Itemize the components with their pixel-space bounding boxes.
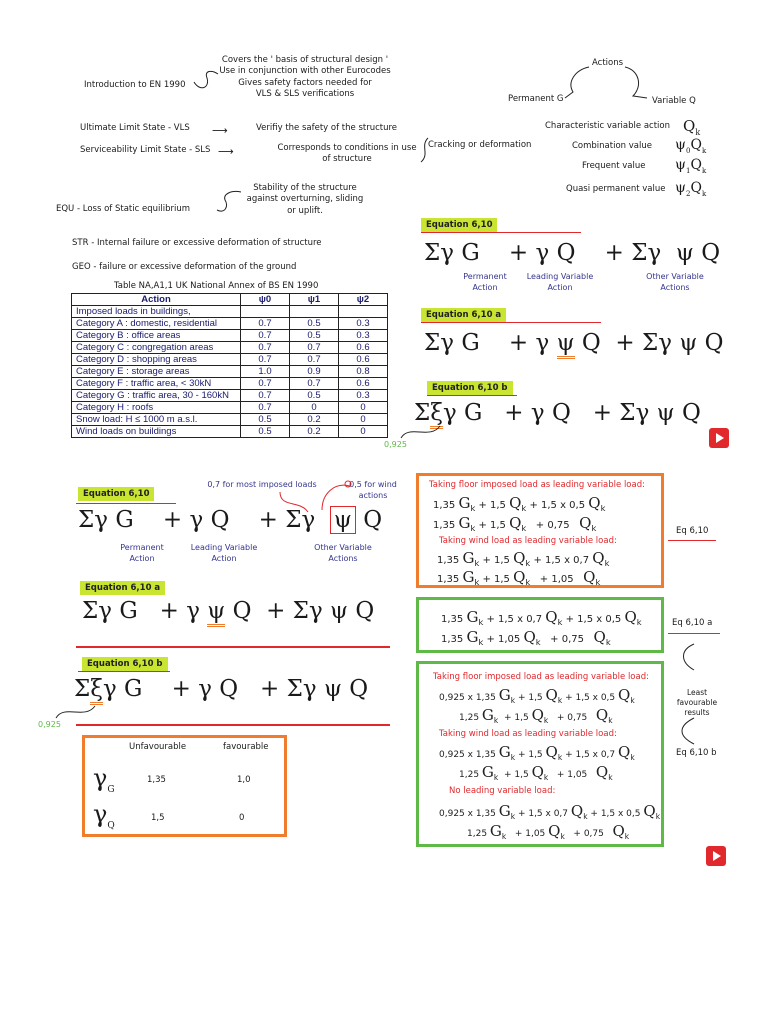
table-cell: Category A : domestic, residential: [72, 318, 241, 330]
table-cell: 0.3: [339, 318, 388, 330]
table-row: [72, 342, 388, 354]
play-icon[interactable]: [706, 846, 726, 866]
combo-heading: Taking floor imposed load as leading variable load:: [433, 672, 649, 682]
arrow-right-icon: ⟶: [212, 124, 228, 137]
table-row: [72, 354, 388, 366]
actions-arrows-icon: [555, 62, 665, 106]
equ-label: EQU - Loss of Static equilibrium: [56, 204, 191, 214]
eq610-label: Equation 6,10: [421, 218, 497, 232]
eq610a-label-2: Equation 6,10 a: [80, 581, 165, 595]
gamma-col-unfav: Unfavourable: [129, 742, 187, 752]
table-cell: 0.2: [290, 426, 339, 438]
table-header: ψ1: [290, 294, 339, 306]
table-cell: 0.6: [339, 354, 388, 366]
table-cell: Category E : storage areas: [72, 366, 241, 378]
char-action-label: Characteristic variable action: [545, 121, 670, 131]
intro-notes: [215, 55, 395, 101]
gamma-q-symbol: $\gamma_Q$: [93, 800, 115, 831]
table-cell: 0.5: [290, 330, 339, 342]
table-header: Action: [72, 294, 241, 306]
actions-variable: Variable Q: [652, 96, 696, 106]
combo-box-610a: [416, 597, 664, 653]
table-header: ψ0: [241, 294, 290, 306]
combo-line: 1,35 $G_k + 1,05$ $Q_k$ + 0,75 $Q_k$: [441, 628, 611, 647]
psi-table-wrap: [71, 293, 388, 438]
gamma-col-fav: favourable: [223, 742, 269, 752]
table-cell: Category G : traffic area, 30 - 160kN: [72, 390, 241, 402]
sls-desc: [262, 143, 432, 166]
label-leading-variable-2: Leading Variable Action: [190, 543, 258, 564]
table-cell: 0.5: [241, 426, 290, 438]
label-permanent-action-2: Permanent Action: [120, 543, 164, 564]
least-favourable-note: Least favourable results: [676, 688, 718, 718]
geo-label: GEO - failure or excessive deformation of the ground: [72, 262, 297, 272]
table-cell: 0: [339, 414, 388, 426]
table-cell: 0.7: [290, 342, 339, 354]
intro-label: Introduction to EN 1990: [84, 80, 186, 90]
table-caption: Table NA,A1,1 UK National Annex of BS EN 1990: [114, 281, 319, 291]
gamma-g-unfav: 1,35: [147, 775, 166, 785]
eq-label-610b: Eq 6,10 b: [676, 748, 717, 758]
table-cell: 0.5: [290, 318, 339, 330]
combo-line: 1,35 $G_k + 1,5$ $Q_k$ + 1,05 $Q_k$: [437, 568, 601, 587]
label-permanent-action: Permanent Action: [463, 272, 507, 293]
red-underline: [76, 503, 176, 504]
eq610a-formula-2: Σγ G + γ ψ Q + Σγ ψ Q: [82, 598, 374, 627]
intro-note: Use in conjunction with other Eurocodes: [219, 66, 391, 77]
table-cell: 0.9: [290, 366, 339, 378]
red-underline: [78, 671, 170, 672]
play-icon[interactable]: [709, 428, 729, 448]
combo-line: 1,35 $G_k + 1,5$ $Q_k + 1,5$ x 0,5 $Q_k$: [433, 494, 606, 513]
equ-desc: [240, 183, 370, 217]
table-cell: 0.7: [241, 342, 290, 354]
table-header-row: [72, 294, 388, 306]
combo-line: 1,25 $G_k + 1,5$ $Q_k$ + 0,75 $Q_k$: [459, 706, 613, 725]
table-cell: 0.7: [290, 354, 339, 366]
eq-label-610a: Eq 6,10 a: [672, 618, 713, 628]
table-cell: Category B : office areas: [72, 330, 241, 342]
table-row: [72, 330, 388, 342]
xi-value: 0,925: [384, 440, 407, 449]
psi2-qk-symbol: $\psi_2Q_k$: [675, 180, 707, 198]
table-cell: 0.2: [290, 414, 339, 426]
xi-value-2: 0,925: [38, 720, 61, 729]
label-other-variable-2: Other Variable Actions: [314, 543, 372, 564]
eq610a-label: Equation 6,10 a: [421, 308, 506, 322]
gamma-g-symbol: $\gamma_G$: [93, 764, 115, 795]
table-row: [72, 306, 388, 318]
eq610b-label: Equation 6,10 b: [427, 381, 513, 395]
table-cell: Snow load: H ≤ 1000 m a.s.l.: [72, 414, 241, 426]
table-cell: 0.7: [241, 402, 290, 414]
table-cell: 0.5: [241, 414, 290, 426]
curly-arrow-icon: [395, 420, 445, 442]
combo-box-610b: [416, 661, 664, 847]
table-cell: 0: [339, 426, 388, 438]
table-cell: 0.3: [339, 390, 388, 402]
table-cell: [241, 306, 290, 318]
red-divider: [76, 724, 390, 726]
table-cell: Imposed loads in buildings,: [72, 306, 241, 318]
table-cell: Category D : shopping areas: [72, 354, 241, 366]
table-cell: 0.6: [339, 342, 388, 354]
red-underline: [668, 633, 720, 634]
table-cell: Category H : roofs: [72, 402, 241, 414]
table-cell: 0.3: [339, 330, 388, 342]
combo-line: 1,35 $G_k + 1,5$ $Q_k + 1,5$ x 0,7 $Q_k$: [437, 549, 610, 568]
table-cell: 0.5: [290, 390, 339, 402]
label-other-variable: Other Variable Actions: [646, 272, 704, 293]
table-row: [72, 378, 388, 390]
table-cell: 1.0: [241, 366, 290, 378]
actions-title: Actions: [592, 58, 624, 68]
intro-note: VLS & SLS verifications: [255, 89, 355, 100]
table-cell: 0.7: [241, 378, 290, 390]
uls-desc: Verifiy the safety of the structure: [256, 123, 398, 133]
gamma-table-box: [82, 735, 287, 837]
combo-heading: Taking wind load as leading variable load:: [439, 729, 617, 739]
equ-desc-line: Stability of the structure: [253, 183, 357, 193]
eq610b-formula: Σξγ G + γ Q + Σγ ψ Q: [414, 400, 701, 429]
table-cell: 0.6: [339, 378, 388, 390]
eq610-formula-2: Σγ G + γ Q + Σγ ψ Q: [78, 507, 383, 533]
quasi-label: Quasi permanent value: [566, 184, 666, 194]
table-cell: 0.7: [290, 378, 339, 390]
combo-line: 1,25 $G_k + 1,5$ $Q_k$ + 1,05 $Q_k$: [459, 763, 613, 782]
combo-heading: Taking floor imposed load as leading variable load:: [429, 480, 645, 490]
table-cell: 0.7: [241, 354, 290, 366]
psi0-qk-symbol: $\psi_0Q_k$: [675, 137, 707, 155]
curly-arrow-icon: [50, 700, 100, 722]
psi1-qk-symbol: $\psi_1Q_k$: [675, 157, 707, 175]
qk-symbol: $Q_k$: [683, 117, 701, 137]
red-underline: [668, 540, 716, 541]
combo-line: 0,925 x 1,35 $G_k + 1,5$ $Q_k + 1,5$ x 0,7 $Q_k$: [439, 743, 635, 762]
gamma-q-fav: 0: [239, 813, 245, 823]
eq610a-formula: Σγ G + γ ψ Q + Σγ ψ Q: [424, 330, 724, 359]
combo-heading: No leading variable load:: [449, 786, 556, 796]
combo-line: 1,25 $G_k$ + 1,05 $Q_k$ + 0,75 $Q_k$: [467, 822, 630, 841]
red-divider: [76, 646, 390, 648]
table-cell: [339, 306, 388, 318]
gamma-g-fav: 1,0: [237, 775, 251, 785]
table-row: [72, 426, 388, 438]
combo-heading: Taking wind load as leading variable load:: [439, 536, 617, 546]
annotation-psi-imposed: 0,7 for most imposed loads: [207, 480, 317, 489]
intro-note: Gives safety factors needed for: [238, 77, 372, 88]
table-row: [72, 318, 388, 330]
sls-desc-line: of structure: [322, 154, 372, 165]
combo-box-610: [416, 473, 664, 588]
table-row: [72, 390, 388, 402]
red-underline: [421, 322, 601, 323]
table-cell: 0.8: [339, 366, 388, 378]
equ-desc-line: against overturning, sliding: [246, 194, 364, 205]
uls-label: Ultimate Limit State - VLS: [80, 123, 190, 133]
intro-note: Covers the ' basis of structural design ': [221, 55, 389, 65]
table-cell: 0.7: [241, 330, 290, 342]
frequent-label: Frequent value: [582, 161, 646, 171]
psi-table: [71, 293, 388, 438]
eq610-formula: Σγ G + γ Q + Σγ ψ Q: [424, 240, 721, 266]
table-row: [72, 402, 388, 414]
table-cell: 0.7: [241, 390, 290, 402]
table-cell: [290, 306, 339, 318]
sls-desc-line: Corresponds to conditions in use: [277, 143, 417, 153]
eq610b-label-2: Equation 6,10 b: [82, 657, 168, 671]
eq610b-formula-2: Σξγ G + γ Q + Σγ ψ Q: [74, 676, 368, 705]
equ-desc-line: or uplift.: [287, 205, 323, 216]
table-cell: 0: [290, 402, 339, 414]
label-leading-variable: Leading Variable Action: [526, 272, 594, 293]
sls-effect: Cracking or deformation: [428, 140, 532, 150]
table-header: ψ2: [339, 294, 388, 306]
str-label: STR - Internal failure or excessive deformation of structure: [72, 238, 322, 248]
combo-line: 0,925 x 1,35 $G_k + 1,5$ x 0,7 $Q_k + 1,5$ x 0,5 $Q_k$: [439, 802, 661, 821]
table-cell: 0.7: [241, 318, 290, 330]
table-row: [72, 414, 388, 426]
table-cell: Wind loads on buildings: [72, 426, 241, 438]
combo-line: 1,35 $G_k + 1,5$ $Q_k$ + 0,75 $Q_k$: [433, 514, 597, 533]
red-underline: [421, 232, 581, 233]
annotation-psi-wind: 0,5 for wind actions: [349, 480, 397, 501]
combo-line: 1,35 $G_k + 1,5$ x 0,7 $Q_k + 1,5$ x 0,5 $Q_k$: [441, 608, 642, 627]
table-row: [72, 366, 388, 378]
red-underline: [427, 395, 517, 396]
sls-label: Serviceability Limit State - SLS: [80, 145, 211, 155]
table-cell: Category C : congregation areas: [72, 342, 241, 354]
arrow-right-icon: ⟶: [218, 145, 234, 158]
combo-line: 0,925 x 1,35 $G_k + 1,5$ $Q_k + 1,5$ x 0,5 $Q_k$: [439, 686, 635, 705]
actions-permanent: Permanent G: [508, 94, 564, 104]
combination-label: Combination value: [572, 141, 652, 151]
table-cell: Category F : traffic area, < 30kN: [72, 378, 241, 390]
eq-label-610: Eq 6,10: [676, 526, 709, 536]
table-cell: 0: [339, 402, 388, 414]
eq610-label-2: Equation 6,10: [78, 487, 154, 501]
gamma-q-unfav: 1,5: [151, 813, 165, 823]
